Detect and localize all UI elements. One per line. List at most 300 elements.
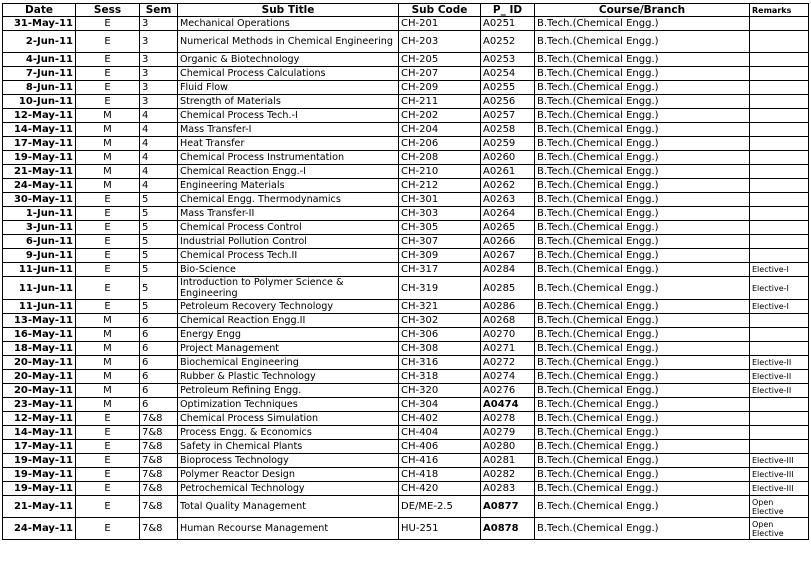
remarks-cell [750, 207, 809, 221]
subject-title-cell: Petroleum Recovery Technology [178, 300, 399, 314]
course-branch-cell: B.Tech.(Chemical Engg.) [535, 179, 750, 193]
remarks-cell [750, 137, 809, 151]
course-branch-cell: B.Tech.(Chemical Engg.) [535, 53, 750, 67]
semester-cell: 5 [140, 193, 178, 207]
paper-id-cell: A0253 [481, 53, 535, 67]
table-row [3, 454, 809, 468]
subject-title-cell: Polymer Reactor Design [178, 468, 399, 482]
session-cell: E [76, 95, 140, 109]
subject-code-cell: CH-418 [399, 468, 481, 482]
table-row [3, 179, 809, 193]
header-course-branch: Course/Branch [535, 4, 750, 17]
subject-code-cell: CH-309 [399, 249, 481, 263]
table-body [3, 17, 809, 540]
date-cell: 24-May-11 [3, 518, 76, 540]
paper-id-cell: A0285 [481, 277, 535, 300]
subject-code-cell: CH-304 [399, 398, 481, 412]
table-row [3, 151, 809, 165]
remarks-cell [750, 398, 809, 412]
session-cell: M [76, 370, 140, 384]
remarks-cell [750, 123, 809, 137]
remarks-cell [750, 440, 809, 454]
header-date: Date [3, 4, 76, 17]
date-cell: 3-Jun-11 [3, 221, 76, 235]
session-cell: E [76, 17, 140, 31]
table-row [3, 342, 809, 356]
table-row [3, 356, 809, 370]
session-cell: E [76, 454, 140, 468]
paper-id-cell: A0474 [481, 398, 535, 412]
header-subject-title: Sub Title [178, 4, 399, 17]
remarks-cell [750, 412, 809, 426]
course-branch-cell: B.Tech.(Chemical Engg.) [535, 137, 750, 151]
subject-title-cell: Heat Transfer [178, 137, 399, 151]
remarks-cell: Elective-III [750, 468, 809, 482]
course-branch-cell: B.Tech.(Chemical Engg.) [535, 482, 750, 496]
subject-code-cell: CH-307 [399, 235, 481, 249]
subject-title-cell: Engineering Materials [178, 179, 399, 193]
course-branch-cell: B.Tech.(Chemical Engg.) [535, 151, 750, 165]
session-cell: E [76, 300, 140, 314]
semester-cell: 4 [140, 123, 178, 137]
paper-id-cell: A0268 [481, 314, 535, 328]
course-branch-cell: B.Tech.(Chemical Engg.) [535, 440, 750, 454]
remarks-cell [750, 328, 809, 342]
date-cell: 30-May-11 [3, 193, 76, 207]
remarks-cell: Elective-I [750, 277, 809, 300]
header-session: Sess [76, 4, 140, 17]
subject-code-cell: CH-303 [399, 207, 481, 221]
semester-cell: 3 [140, 17, 178, 31]
subject-title-cell: Chemical Reaction Engg.II [178, 314, 399, 328]
table-row [3, 193, 809, 207]
subject-title-cell: Numerical Methods in Chemical Engineering [178, 31, 399, 53]
semester-cell: 6 [140, 328, 178, 342]
table-row [3, 165, 809, 179]
subject-code-cell: CH-201 [399, 17, 481, 31]
subject-code-cell: CH-416 [399, 454, 481, 468]
remarks-cell: Elective-III [750, 454, 809, 468]
session-cell: M [76, 109, 140, 123]
remarks-cell: Open Elective [750, 496, 809, 518]
session-cell: M [76, 179, 140, 193]
header-semester: Sem [140, 4, 178, 17]
semester-cell: 5 [140, 300, 178, 314]
table-row [3, 277, 809, 300]
session-cell: E [76, 277, 140, 300]
date-cell: 20-May-11 [3, 370, 76, 384]
session-cell: E [76, 496, 140, 518]
subject-title-cell: Chemical Reaction Engg.-I [178, 165, 399, 179]
table-row [3, 263, 809, 277]
paper-id-cell: A0278 [481, 412, 535, 426]
date-cell: 20-May-11 [3, 356, 76, 370]
table-row [3, 249, 809, 263]
course-branch-cell: B.Tech.(Chemical Engg.) [535, 370, 750, 384]
semester-cell: 5 [140, 235, 178, 249]
course-branch-cell: B.Tech.(Chemical Engg.) [535, 31, 750, 53]
subject-title-cell: Petrochemical Technology [178, 482, 399, 496]
session-cell: M [76, 151, 140, 165]
subject-title-cell: Introduction to Polymer Science & Engineering [178, 277, 399, 300]
date-cell: 23-May-11 [3, 398, 76, 412]
semester-cell: 5 [140, 263, 178, 277]
remarks-cell [750, 314, 809, 328]
table-row [3, 300, 809, 314]
paper-id-cell: A0265 [481, 221, 535, 235]
session-cell: E [76, 207, 140, 221]
remarks-cell [750, 342, 809, 356]
course-branch-cell: B.Tech.(Chemical Engg.) [535, 342, 750, 356]
table-row [3, 412, 809, 426]
date-cell: 10-Jun-11 [3, 95, 76, 109]
date-cell: 14-May-11 [3, 426, 76, 440]
remarks-cell [750, 17, 809, 31]
remarks-cell: Elective-I [750, 263, 809, 277]
paper-id-cell: A0270 [481, 328, 535, 342]
subject-title-cell: Petroleum Refining Engg. [178, 384, 399, 398]
course-branch-cell: B.Tech.(Chemical Engg.) [535, 207, 750, 221]
subject-code-cell: CH-207 [399, 67, 481, 81]
table-row [3, 221, 809, 235]
table-row [3, 482, 809, 496]
remarks-cell: Elective-II [750, 356, 809, 370]
session-cell: M [76, 342, 140, 356]
session-cell: E [76, 440, 140, 454]
course-branch-cell: B.Tech.(Chemical Engg.) [535, 123, 750, 137]
date-cell: 8-Jun-11 [3, 81, 76, 95]
date-cell: 4-Jun-11 [3, 53, 76, 67]
paper-id-cell: A0276 [481, 384, 535, 398]
course-branch-cell: B.Tech.(Chemical Engg.) [535, 518, 750, 540]
session-cell: E [76, 249, 140, 263]
date-cell: 16-May-11 [3, 328, 76, 342]
semester-cell: 4 [140, 151, 178, 165]
subject-title-cell: Bio-Science [178, 263, 399, 277]
session-cell: E [76, 31, 140, 53]
subject-code-cell: CH-404 [399, 426, 481, 440]
semester-cell: 6 [140, 370, 178, 384]
subject-code-cell: CH-202 [399, 109, 481, 123]
table-row [3, 398, 809, 412]
paper-id-cell: A0286 [481, 300, 535, 314]
date-cell: 11-Jun-11 [3, 263, 76, 277]
semester-cell: 3 [140, 81, 178, 95]
subject-title-cell: Chemical Process Instrumentation [178, 151, 399, 165]
paper-id-cell: A0263 [481, 193, 535, 207]
subject-title-cell: Chemical Process Simulation [178, 412, 399, 426]
course-branch-cell: B.Tech.(Chemical Engg.) [535, 412, 750, 426]
semester-cell: 7&8 [140, 454, 178, 468]
subject-code-cell: CH-321 [399, 300, 481, 314]
subject-code-cell: CH-209 [399, 81, 481, 95]
subject-title-cell: Biochemical Engineering [178, 356, 399, 370]
paper-id-cell: A0254 [481, 67, 535, 81]
subject-code-cell: CH-203 [399, 31, 481, 53]
subject-code-cell: CH-301 [399, 193, 481, 207]
date-cell: 20-May-11 [3, 384, 76, 398]
paper-id-cell: A0257 [481, 109, 535, 123]
remarks-cell [750, 221, 809, 235]
semester-cell: 5 [140, 207, 178, 221]
subject-code-cell: CH-308 [399, 342, 481, 356]
session-cell: M [76, 165, 140, 179]
subject-title-cell: Mass Transfer-II [178, 207, 399, 221]
paper-id-cell: A0272 [481, 356, 535, 370]
paper-id-cell: A0255 [481, 81, 535, 95]
remarks-cell [750, 67, 809, 81]
paper-id-cell: A0251 [481, 17, 535, 31]
table-row [3, 314, 809, 328]
remarks-cell: Elective-III [750, 482, 809, 496]
paper-id-cell: A0260 [481, 151, 535, 165]
date-cell: 14-May-11 [3, 123, 76, 137]
session-cell: E [76, 81, 140, 95]
session-cell: E [76, 53, 140, 67]
course-branch-cell: B.Tech.(Chemical Engg.) [535, 263, 750, 277]
session-cell: E [76, 468, 140, 482]
subject-code-cell: CH-211 [399, 95, 481, 109]
subject-title-cell: Organic & Biotechnology [178, 53, 399, 67]
date-cell: 31-May-11 [3, 17, 76, 31]
session-cell: E [76, 193, 140, 207]
course-branch-cell: B.Tech.(Chemical Engg.) [535, 67, 750, 81]
remarks-cell [750, 109, 809, 123]
paper-id-cell: A0261 [481, 165, 535, 179]
semester-cell: 3 [140, 53, 178, 67]
date-cell: 6-Jun-11 [3, 235, 76, 249]
paper-id-cell: A0258 [481, 123, 535, 137]
session-cell: M [76, 384, 140, 398]
subject-code-cell: CH-210 [399, 165, 481, 179]
paper-id-cell: A0271 [481, 342, 535, 356]
remarks-cell: Elective-II [750, 384, 809, 398]
session-cell: E [76, 235, 140, 249]
course-branch-cell: B.Tech.(Chemical Engg.) [535, 95, 750, 109]
subject-title-cell: Mass Transfer-I [178, 123, 399, 137]
session-cell: M [76, 328, 140, 342]
subject-title-cell: Project Management [178, 342, 399, 356]
subject-title-cell: Energy Engg [178, 328, 399, 342]
session-cell: M [76, 356, 140, 370]
paper-id-cell: A0878 [481, 518, 535, 540]
course-branch-cell: B.Tech.(Chemical Engg.) [535, 81, 750, 95]
remarks-cell [750, 53, 809, 67]
remarks-cell [750, 249, 809, 263]
subject-code-cell: CH-420 [399, 482, 481, 496]
remarks-cell: Elective-I [750, 300, 809, 314]
paper-id-cell: A0283 [481, 482, 535, 496]
remarks-cell [750, 81, 809, 95]
course-branch-cell: B.Tech.(Chemical Engg.) [535, 496, 750, 518]
table-row [3, 328, 809, 342]
subject-title-cell: Chemical Process Control [178, 221, 399, 235]
date-cell: 19-May-11 [3, 151, 76, 165]
course-branch-cell: B.Tech.(Chemical Engg.) [535, 314, 750, 328]
remarks-cell: Elective-II [750, 370, 809, 384]
semester-cell: 6 [140, 398, 178, 412]
semester-cell: 5 [140, 221, 178, 235]
subject-code-cell: CH-319 [399, 277, 481, 300]
course-branch-cell: B.Tech.(Chemical Engg.) [535, 193, 750, 207]
remarks-cell: Open Elective [750, 518, 809, 540]
subject-code-cell: CH-316 [399, 356, 481, 370]
course-branch-cell: B.Tech.(Chemical Engg.) [535, 454, 750, 468]
subject-code-cell: CH-317 [399, 263, 481, 277]
subject-code-cell: DE/ME-2.5 [399, 496, 481, 518]
subject-code-cell: CH-206 [399, 137, 481, 151]
semester-cell: 7&8 [140, 440, 178, 454]
semester-cell: 6 [140, 356, 178, 370]
table-row [3, 426, 809, 440]
paper-id-cell: A0877 [481, 496, 535, 518]
date-cell: 12-May-11 [3, 412, 76, 426]
semester-cell: 3 [140, 67, 178, 81]
date-cell: 21-May-11 [3, 165, 76, 179]
paper-id-cell: A0281 [481, 454, 535, 468]
subject-code-cell: CH-406 [399, 440, 481, 454]
subject-code-cell: HU-251 [399, 518, 481, 540]
course-branch-cell: B.Tech.(Chemical Engg.) [535, 328, 750, 342]
course-branch-cell: B.Tech.(Chemical Engg.) [535, 235, 750, 249]
header-row [3, 4, 809, 17]
date-cell: 19-May-11 [3, 454, 76, 468]
semester-cell: 4 [140, 109, 178, 123]
subject-title-cell: Chemical Process Tech.-I [178, 109, 399, 123]
course-branch-cell: B.Tech.(Chemical Engg.) [535, 468, 750, 482]
table-row [3, 67, 809, 81]
course-branch-cell: B.Tech.(Chemical Engg.) [535, 109, 750, 123]
semester-cell: 3 [140, 95, 178, 109]
remarks-cell [750, 235, 809, 249]
date-cell: 21-May-11 [3, 496, 76, 518]
session-cell: M [76, 137, 140, 151]
subject-title-cell: Strength of Materials [178, 95, 399, 109]
remarks-cell [750, 165, 809, 179]
remarks-cell [750, 95, 809, 109]
date-cell: 24-May-11 [3, 179, 76, 193]
table-row [3, 207, 809, 221]
subject-title-cell: Mechanical Operations [178, 17, 399, 31]
paper-id-cell: A0280 [481, 440, 535, 454]
course-branch-cell: B.Tech.(Chemical Engg.) [535, 384, 750, 398]
date-cell: 2-Jun-11 [3, 31, 76, 53]
subject-code-cell: CH-318 [399, 370, 481, 384]
paper-id-cell: A0256 [481, 95, 535, 109]
table-row [3, 235, 809, 249]
session-cell: E [76, 412, 140, 426]
subject-code-cell: CH-208 [399, 151, 481, 165]
table-row [3, 370, 809, 384]
date-cell: 1-Jun-11 [3, 207, 76, 221]
session-cell: M [76, 314, 140, 328]
subject-title-cell: Human Recourse Management [178, 518, 399, 540]
remarks-cell [750, 31, 809, 53]
course-branch-cell: B.Tech.(Chemical Engg.) [535, 165, 750, 179]
subject-code-cell: CH-305 [399, 221, 481, 235]
course-branch-cell: B.Tech.(Chemical Engg.) [535, 426, 750, 440]
session-cell: E [76, 482, 140, 496]
session-cell: E [76, 67, 140, 81]
subject-code-cell: CH-302 [399, 314, 481, 328]
date-cell: 13-May-11 [3, 314, 76, 328]
date-cell: 7-Jun-11 [3, 67, 76, 81]
semester-cell: 7&8 [140, 518, 178, 540]
paper-id-cell: A0262 [481, 179, 535, 193]
course-branch-cell: B.Tech.(Chemical Engg.) [535, 277, 750, 300]
table-row [3, 109, 809, 123]
semester-cell: 7&8 [140, 426, 178, 440]
date-cell: 19-May-11 [3, 468, 76, 482]
date-cell: 9-Jun-11 [3, 249, 76, 263]
table-row [3, 81, 809, 95]
paper-id-cell: A0279 [481, 426, 535, 440]
semester-cell: 7&8 [140, 482, 178, 496]
table-row [3, 53, 809, 67]
date-cell: 19-May-11 [3, 482, 76, 496]
course-branch-cell: B.Tech.(Chemical Engg.) [535, 398, 750, 412]
session-cell: E [76, 518, 140, 540]
semester-cell: 5 [140, 277, 178, 300]
course-branch-cell: B.Tech.(Chemical Engg.) [535, 249, 750, 263]
date-cell: 12-May-11 [3, 109, 76, 123]
semester-cell: 4 [140, 165, 178, 179]
table-row [3, 518, 809, 540]
session-cell: E [76, 221, 140, 235]
subject-title-cell: Total Quality Management [178, 496, 399, 518]
remarks-cell [750, 426, 809, 440]
subject-code-cell: CH-402 [399, 412, 481, 426]
table-row [3, 31, 809, 53]
header-remarks: Remarks [750, 4, 809, 17]
session-cell: M [76, 123, 140, 137]
date-cell: 17-May-11 [3, 440, 76, 454]
subject-code-cell: CH-306 [399, 328, 481, 342]
course-branch-cell: B.Tech.(Chemical Engg.) [535, 300, 750, 314]
date-cell: 11-Jun-11 [3, 277, 76, 300]
semester-cell: 6 [140, 342, 178, 356]
paper-id-cell: A0252 [481, 31, 535, 53]
header-paper-id: P_ ID [481, 4, 535, 17]
semester-cell: 4 [140, 137, 178, 151]
paper-id-cell: A0274 [481, 370, 535, 384]
semester-cell: 3 [140, 31, 178, 53]
subject-code-cell: CH-204 [399, 123, 481, 137]
subject-title-cell: Fluid Flow [178, 81, 399, 95]
subject-title-cell: Rubber & Plastic Technology [178, 370, 399, 384]
course-branch-cell: B.Tech.(Chemical Engg.) [535, 221, 750, 235]
semester-cell: 5 [140, 249, 178, 263]
remarks-cell [750, 193, 809, 207]
exam-schedule-table [2, 3, 809, 540]
subject-title-cell: Process Engg. & Economics [178, 426, 399, 440]
table-row [3, 468, 809, 482]
session-cell: E [76, 426, 140, 440]
course-branch-cell: B.Tech.(Chemical Engg.) [535, 17, 750, 31]
paper-id-cell: A0282 [481, 468, 535, 482]
header-subject-code: Sub Code [399, 4, 481, 17]
subject-code-cell: CH-205 [399, 53, 481, 67]
subject-title-cell: Chemical Process Calculations [178, 67, 399, 81]
semester-cell: 7&8 [140, 496, 178, 518]
table-row [3, 123, 809, 137]
table-row [3, 95, 809, 109]
semester-cell: 6 [140, 384, 178, 398]
course-branch-cell: B.Tech.(Chemical Engg.) [535, 356, 750, 370]
table-row [3, 440, 809, 454]
remarks-cell [750, 151, 809, 165]
semester-cell: 4 [140, 179, 178, 193]
